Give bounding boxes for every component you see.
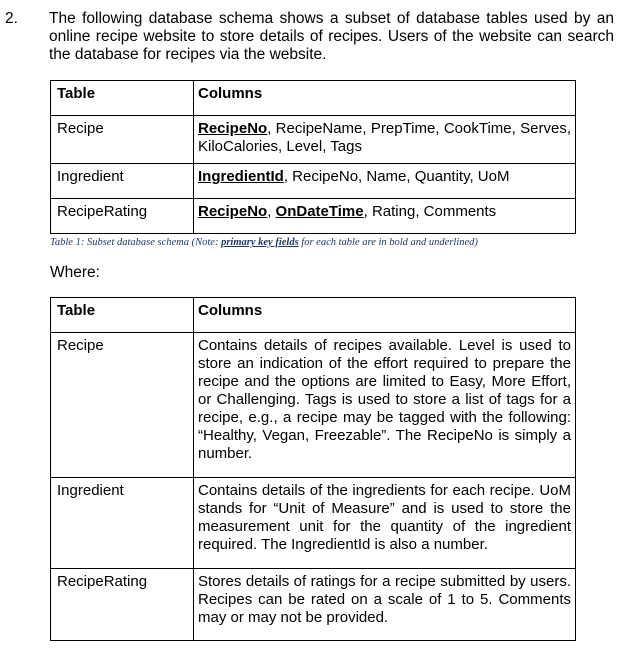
table-name: Recipe (51, 333, 194, 478)
table-row (51, 164, 576, 199)
table-name: RecipeRating (51, 569, 194, 641)
where-label: Where: (50, 264, 100, 281)
columns-text: , RecipeName, PrepTime, CookTime, Serves, KiloCalories, Level, Tags (198, 120, 571, 155)
table-name: Recipe (51, 116, 194, 164)
description-cell: Contains details of recipes available. Level is used to store an indication of the effort required to prepare the recipe and the options are limited to Easy, More Effort, or Challenging. Tags is used to store a list of tags for a recipe, e.g., a recipe may be tagged with the following: “Healthy, Vegan, Freezable”. The RecipeNo is simply a number. (194, 333, 576, 478)
schema-table (50, 80, 576, 234)
caption-suffix: for each table are in bold and underlined) (298, 237, 478, 248)
description-table (50, 297, 576, 641)
table-name: RecipeRating (51, 199, 194, 234)
table-row (51, 116, 576, 164)
header-table: Table (51, 81, 194, 116)
table-row (51, 333, 576, 478)
separator: , (267, 203, 276, 220)
table-header-row (51, 81, 576, 116)
caption-highlight: primary key fields (221, 237, 299, 248)
table-caption (50, 237, 478, 248)
table-header-row (51, 298, 576, 333)
table-row (51, 478, 576, 569)
description-cell: Contains details of the ingredients for each recipe. UoM stands for “Unit of Measure” and is used to store the measurement unit for the quantity of the ingredient required. The IngredientId is also a number. (194, 478, 576, 569)
question-number: 2. (5, 10, 18, 27)
question-intro: The following database schema shows a subset of database tables used by an online recipe website to store details of recipes. Users of the website can search the database for recipes via the website. (49, 10, 614, 63)
primary-key: RecipeNo (198, 120, 268, 137)
header-columns: Columns (194, 81, 576, 116)
table-row (51, 199, 576, 234)
columns-text: , Rating, Comments (363, 203, 497, 220)
description-cell: Stores details of ratings for a recipe submitted by users. Recipes can be rated on a scale of 1 to 5. Comments may or may not be provided. (194, 569, 576, 641)
primary-key: OnDateTime (275, 203, 364, 220)
primary-key: RecipeNo (198, 203, 268, 220)
primary-key: IngredientId (198, 168, 284, 185)
table-name: Ingredient (51, 478, 194, 569)
table-row (51, 569, 576, 641)
columns-text: , RecipeNo, Name, Quantity, UoM (283, 168, 510, 185)
caption-prefix: Table 1: Subset database schema (Note: (50, 237, 222, 248)
header-columns: Columns (194, 298, 576, 333)
table-name: Ingredient (51, 164, 194, 199)
columns-cell (194, 164, 576, 199)
columns-cell (194, 199, 576, 234)
columns-cell (194, 116, 576, 164)
header-table: Table (51, 298, 194, 333)
